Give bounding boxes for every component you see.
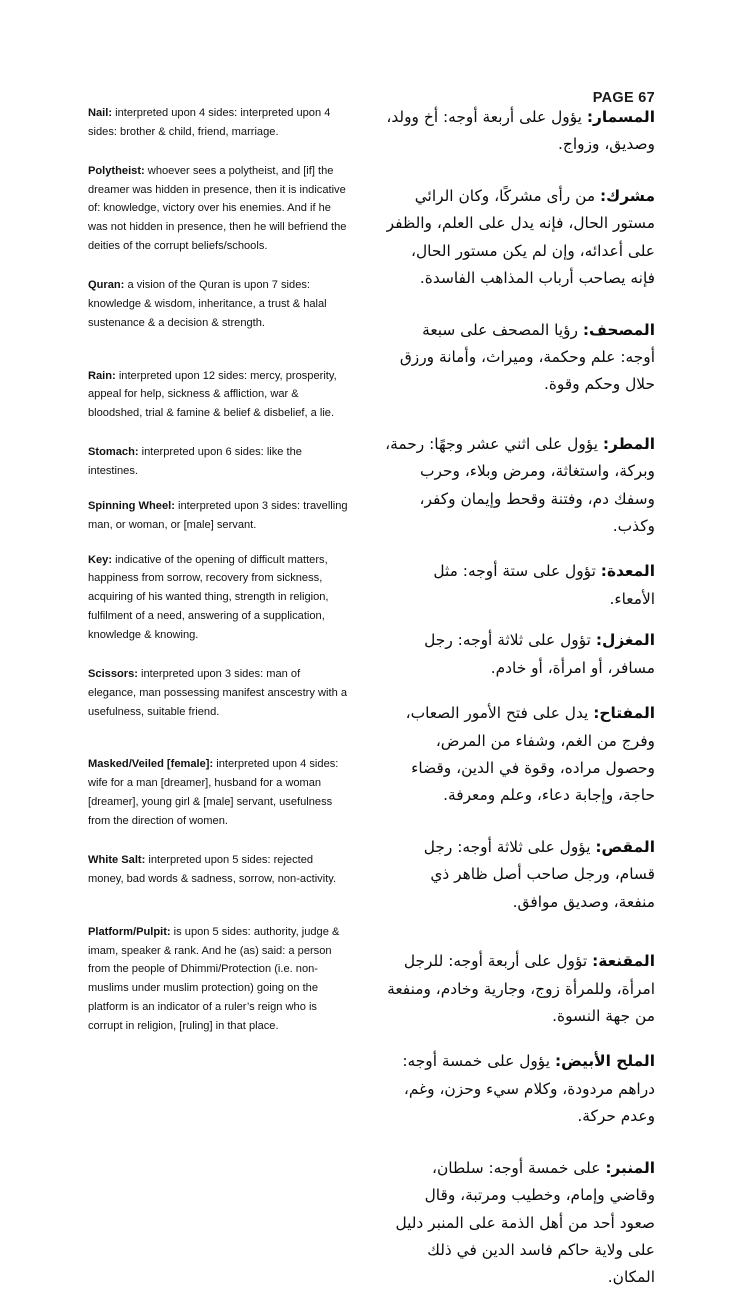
- entry-stomach-en: [88, 443, 350, 481]
- entry-text-stomach-ar: تؤول على ستة أوجه: مثل الأمعاء.: [433, 562, 655, 608]
- entry-stomach-ar: [385, 558, 655, 613]
- entry-term-white-salt-en: White Salt:: [88, 853, 146, 866]
- entry-term-nail-en: Nail:: [88, 107, 113, 119]
- entry-term-stomach-en: Stomach:: [88, 446, 139, 459]
- entry-platform-pulpit-ar: [385, 1155, 655, 1292]
- entry-nail-ar: [385, 104, 655, 159]
- entry-text-polytheist-ar: من رأى مشركًا، وكان الرائي مستور الحال، فإنه يدل على العلم، والظفر على أعدائه، وإن لم يكن مستور الحال، فإنه يصاحب أرباب المذاهب الفاسدة.: [386, 186, 655, 288]
- spacer: [88, 905, 350, 923]
- entry-spinning-wheel-en: [88, 497, 350, 535]
- entry-quran-ar: [385, 317, 655, 399]
- entry-term-rain-ar: المطر:: [602, 434, 655, 453]
- entry-term-masked-veiled-ar: المقنعة:: [592, 952, 655, 971]
- entry-white-salt-ar: [385, 1048, 655, 1130]
- entry-text-quran-ar: رؤيا المصحف على سبعة أوجه: علم وحكمة، وميراث، وأمانة ورزق حلال وحكم وقوة.: [399, 320, 655, 394]
- two-column-body: [0, 104, 750, 1306]
- entry-term-rain-en: Rain:: [88, 369, 116, 382]
- spacer: [88, 737, 350, 755]
- entry-term-key-en: Key:: [88, 553, 113, 566]
- spacer: [385, 413, 655, 431]
- entry-text-rain-ar: يؤول على اثني عشر وجهًا: رحمة، وبركة، واستغاثة، ومرض وبلاء، وحرب وسفك دم، وفتنة وقحط وإيمان وكفر، وكذب.: [385, 434, 655, 536]
- entry-term-key-ar: المفتاح:: [593, 704, 655, 723]
- entry-text-nail-ar: يؤول على أربعة أوجه: أخ وولد، وصديق، وزواج.: [386, 108, 655, 154]
- entry-term-polytheist-ar: مشرك:: [599, 186, 655, 205]
- english-column: [88, 104, 350, 1052]
- entry-text-platform-pulpit-ar: على خمسة أوجه: سلطان، وقاضي وإمام، وخطيب ومرتبة، وقال صعود أحد من أهل الذمة على المنبر دليل على ولاية حاكم فاسد الدين في ذلك المكان.: [395, 1158, 655, 1287]
- entry-text-white-salt-en: interpreted upon 5 sides: rejected money, bad words & sadness, sorrow, non-activity.: [88, 853, 337, 885]
- entry-term-white-salt-ar: الملح الأبيض:: [554, 1052, 655, 1071]
- entry-key-ar: [385, 700, 655, 810]
- entry-masked-veiled-en: [88, 755, 350, 830]
- entry-text-stomach-en: interpreted upon 6 sides: like the intestines.: [88, 446, 302, 478]
- entry-text-key-en: indicative of the opening of difficult matters, happiness from sorrow, recovery from sickness, acquiring of his wanted thing, strength in religion, fulfilment of a need, answering of a supplication, knowledge & knowing.: [88, 553, 329, 642]
- entry-term-scissors-ar: المقص:: [595, 837, 655, 856]
- entry-text-masked-veiled-ar: تؤول على أربعة أوجه: للرجل امرأة، وللمرأة زوج، وجارية وخادم، ومنفعة من جهة النسوة.: [387, 952, 655, 1025]
- entry-text-polytheist-en: whoever sees a polytheist, and [if] the dreamer was hidden in presence, then it is indicative of: knowledge, victory over his enemies. And if he was not hidden in presence, then he will befriend the deities of the corrupt beliefs/schools.: [88, 164, 347, 253]
- entry-term-stomach-ar: المعدة:: [600, 562, 655, 581]
- entry-scissors-ar: [385, 834, 655, 916]
- entry-term-quran-ar: المصحف:: [582, 320, 655, 339]
- entry-text-masked-veiled-en: interpreted upon 4 sides: wife for a man [dreamer], husband for a woman [dreamer], young girl & [male] servant, usefulness from the direction of women.: [88, 758, 339, 828]
- spacer: [385, 930, 655, 948]
- spacer: [385, 307, 655, 317]
- entry-text-quran-en: a vision of the Quran is upon 7 sides: knowledge & wisdom, inheritance, a trust & halal sustenance & a decision & strength.: [88, 279, 327, 329]
- arabic-column: [385, 104, 655, 1306]
- entry-text-white-salt-ar: يؤول على خمسة أوجه: دراهم مردودة، وكلام سيء وحزن، وغم، وعدم حركة.: [402, 1052, 655, 1126]
- entry-term-nail-ar: المسمار:: [586, 108, 655, 126]
- spacer: [88, 349, 350, 367]
- entry-scissors-en: [88, 665, 350, 722]
- entry-text-scissors-en: interpreted upon 3 sides: man of elegance, man possessing manifest anscestry with a usefulness, suitable friend.: [88, 667, 347, 718]
- entry-platform-pulpit-en: [88, 923, 350, 1036]
- entry-rain-ar: [385, 431, 655, 541]
- entry-term-spinning-wheel-en: Spinning Wheel:: [88, 499, 175, 512]
- entry-term-spinning-wheel-ar: المغزل:: [595, 631, 655, 650]
- entry-term-platform-pulpit-ar: المنبر:: [605, 1158, 655, 1177]
- page-number-header: PAGE 67: [592, 90, 655, 106]
- entry-polytheist-ar: [385, 183, 655, 293]
- entry-term-masked-veiled-en: Masked/Veiled [female]:: [88, 758, 214, 771]
- entry-term-quran-en: Quran:: [88, 279, 125, 292]
- entry-rain-en: [88, 367, 350, 424]
- spacer: [385, 824, 655, 834]
- entry-text-key-ar: يدل على فتح الأمور الصعاب، وفرج من الغم، وشفاء من المرض، وحصول مراده، وقوة في الدين، وقضاء حاجة، وإجابة دعاء، وعلم ومعرفة.: [405, 704, 655, 805]
- entry-term-polytheist-en: Polytheist:: [88, 164, 145, 177]
- entry-text-platform-pulpit-en: is upon 5 sides: authority, judge & imam, speaker & rank. And he (as) said: a person from the people of Dhimmi/Protection (i.e. non-muslims under muslim protection) going on the platform is an indicator of a ruler’s reign who is corrupt in religion, [ruling] in that place.: [88, 925, 340, 1032]
- spacer: [385, 1145, 655, 1155]
- entry-quran-en: [88, 276, 350, 333]
- entry-text-nail-en: interpreted upon 4 sides: interpreted upon 4 sides: brother & child, friend, marriage.: [88, 107, 331, 138]
- entry-masked-veiled-ar: [385, 948, 655, 1030]
- entry-nail-en: [88, 104, 350, 142]
- entry-key-en: [88, 551, 350, 645]
- entry-spinning-wheel-ar: [385, 627, 655, 682]
- entry-polytheist-en: [88, 162, 350, 256]
- entry-white-salt-en: [88, 851, 350, 889]
- spacer: [385, 173, 655, 183]
- entry-text-rain-en: interpreted upon 12 sides: mercy, prosperity, appeal for help, sickness & affliction, war & bloodshed, trial & famine & belief & disbelief, a lie.: [88, 369, 337, 420]
- entry-term-platform-pulpit-en: Platform/Pulpit:: [88, 925, 171, 938]
- entry-text-scissors-ar: يؤول على ثلاثة أوجه: رجل قسام، ورجل صاحب أصل ظاهر ذي منفعة، وصديق موافق.: [423, 837, 655, 911]
- entry-text-spinning-wheel-ar: تؤول على ثلاثة أوجه: رجل مسافر، أو امرأة، أو خادم.: [424, 631, 655, 677]
- entry-text-spinning-wheel-en: interpreted upon 3 sides: travelling man, or woman, or [male] servant.: [88, 499, 348, 531]
- entry-term-scissors-en: Scissors:: [88, 667, 138, 680]
